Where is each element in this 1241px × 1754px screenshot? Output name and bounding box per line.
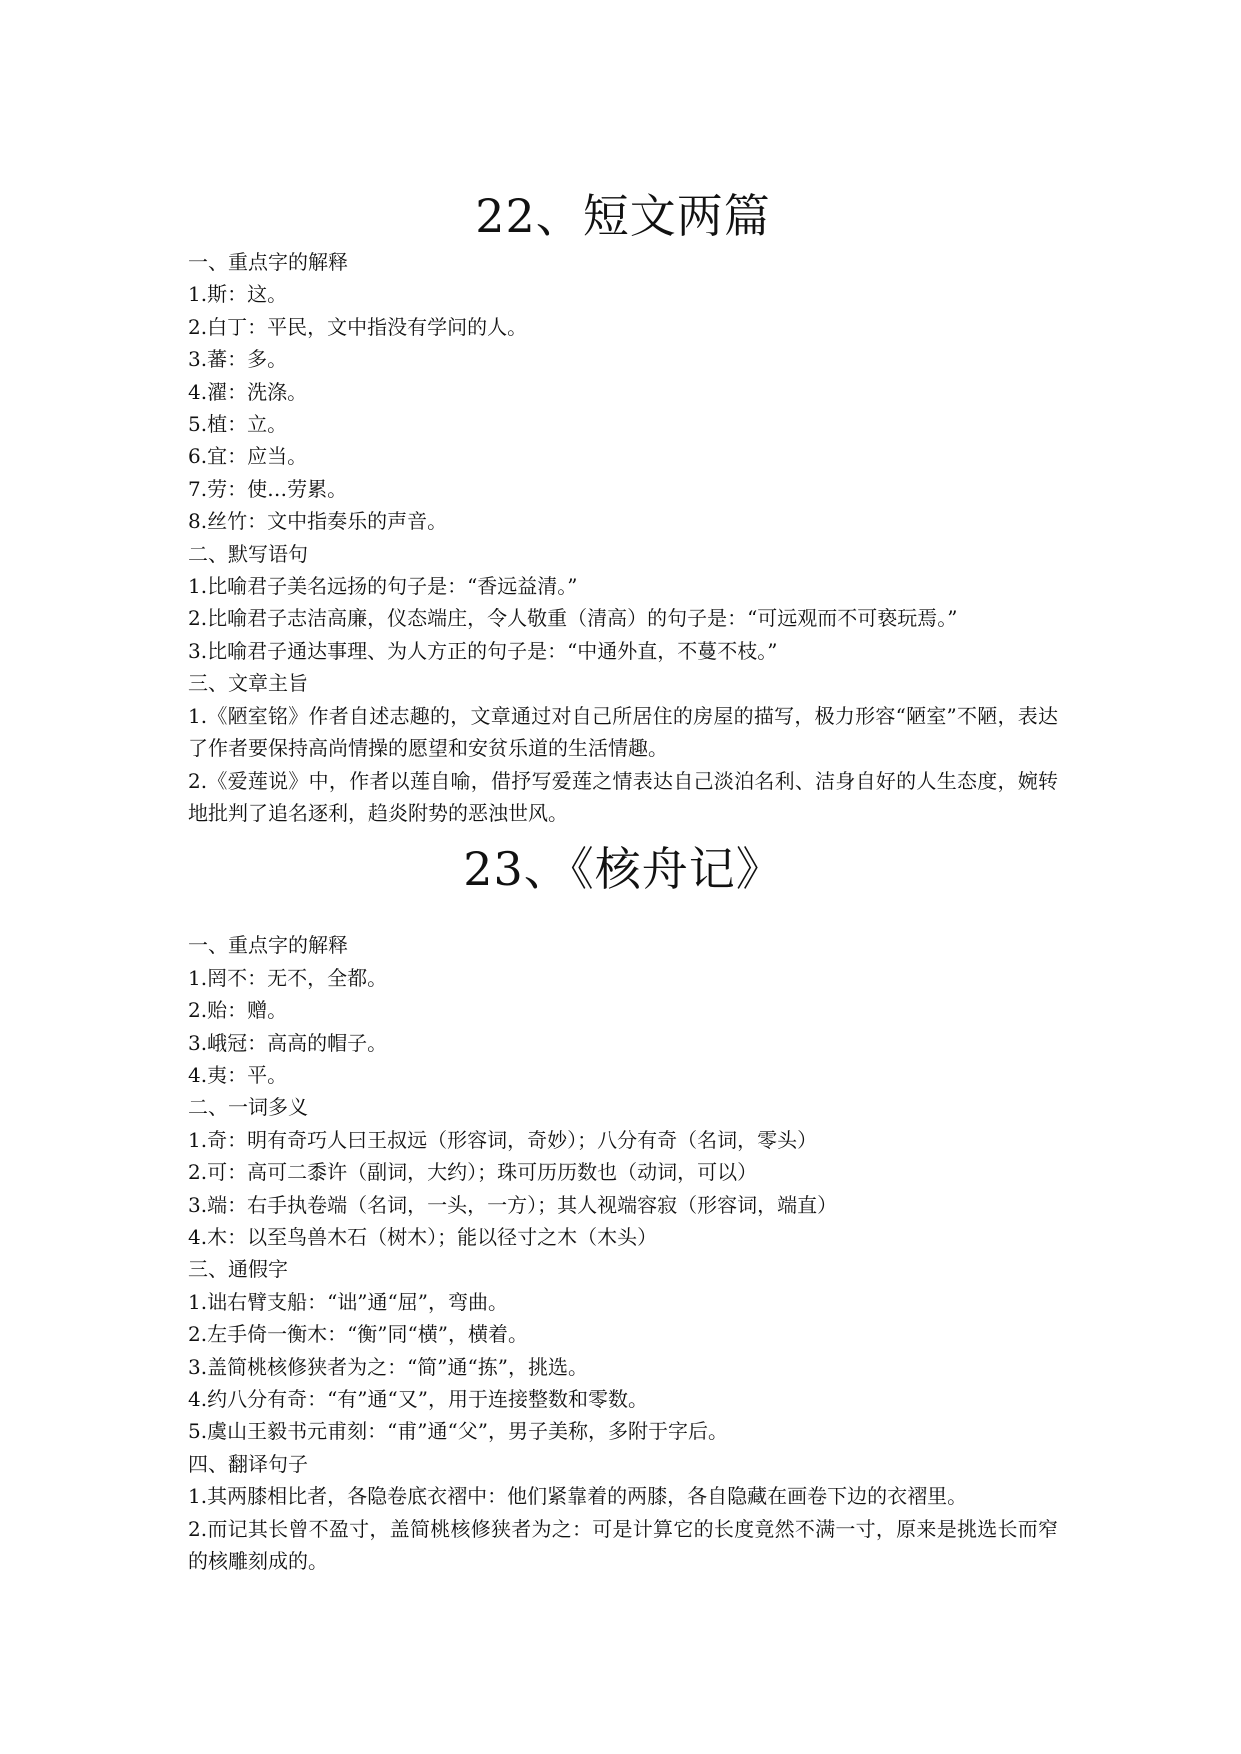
list-item: 1.《陋室铭》作者自述志趣的，文章通过对自己所居住的房屋的描写，极力形容“陋室”不陋，表达了作者要保持高尚情操的愿望和安贫乐道的生活情趣。 bbox=[188, 703, 1058, 761]
list-item: 8.丝竹：文中指奏乐的声音。 bbox=[188, 509, 448, 534]
list-item: 3.端：右手执卷端（名词，一头，一方）；其人视端容寂（形容词，端直） bbox=[188, 1192, 838, 1217]
list-item: 5.虞山王毅书元甫刻：“甫”通“父”，男子美称，多附于字后。 bbox=[188, 1419, 728, 1444]
list-item: 3.峨冠：高高的帽子。 bbox=[188, 1030, 388, 1055]
list-item: 4.濯：洗涤。 bbox=[188, 379, 308, 404]
article2-title: 23、《核舟记》 bbox=[463, 842, 783, 897]
article1-title: 22、短文两篇 bbox=[475, 189, 771, 243]
section-heading: 一、重点字的解释 bbox=[188, 933, 348, 958]
list-item: 6.宜：应当。 bbox=[188, 444, 308, 469]
list-item: 2.可：高可二黍许（副词，大约）；珠可历历数也（动词，可以） bbox=[188, 1160, 758, 1185]
list-item: 2.左手倚一衡木：“衡”同“横”，横着。 bbox=[188, 1322, 528, 1347]
list-item: 4.约八分有奇：“有”通“又”，用于连接整数和零数。 bbox=[188, 1387, 648, 1411]
list-item: 3.比喻君子通达事理、为人方正的句子是：“中通外直，不蔓不枝。” bbox=[188, 638, 778, 663]
list-item: 2.《爱莲说》中，作者以莲自喻，借抒写爱莲之情表达自己淡泊名利、洁身自好的人生态度，婉转地批判了追名逐利，趋炎附势的恶浊世风。 bbox=[188, 768, 1058, 825]
section-heading: 二、默写语句 bbox=[188, 541, 308, 566]
section-heading: 二、一词多义 bbox=[188, 1095, 308, 1120]
list-item: 5.植：立。 bbox=[188, 412, 288, 437]
list-item: 1.斯：这。 bbox=[188, 282, 288, 307]
list-item: 1.罔不：无不，全都。 bbox=[188, 965, 388, 990]
list-item: 3.蕃：多。 bbox=[188, 347, 288, 372]
list-item: 1.诎右臂支船：“诎”通“屈”，弯曲。 bbox=[188, 1289, 508, 1314]
list-item: 2.而记其长曾不盈寸，盖简桃核修狭者为之：可是计算它的长度竟然不满一寸，原来是挑选长而窄的核雕刻成的。 bbox=[188, 1516, 1058, 1574]
list-item: 2.贻：赠。 bbox=[188, 998, 288, 1023]
list-item: 4.木：以至鸟兽木石（树木）；能以径寸之木（木头） bbox=[188, 1224, 658, 1249]
list-item: 3.盖简桃核修狭者为之：“简”通“拣”，挑选。 bbox=[188, 1354, 588, 1379]
section-heading: 三、文章主旨 bbox=[188, 671, 308, 696]
list-item: 2.白丁：平民，文中指没有学问的人。 bbox=[188, 314, 528, 339]
list-item: 1.其两膝相比者，各隐卷底衣褶中：他们紧靠着的两膝，各自隐藏在画卷下边的衣褶里。 bbox=[188, 1484, 968, 1509]
list-item: 4.夷：平。 bbox=[188, 1062, 288, 1087]
document-content bbox=[188, 186, 1058, 1577]
list-item: 1.奇：明有奇巧人曰王叔远（形容词，奇妙）；八分有奇（名词，零头） bbox=[188, 1127, 818, 1152]
section-heading: 三、通假字 bbox=[188, 1257, 288, 1282]
section-heading: 一、重点字的解释 bbox=[188, 250, 348, 274]
list-item: 2.比喻君子志洁高廉，仪态端庄，令人敬重（清高）的句子是：“可远观而不可亵玩焉。” bbox=[188, 606, 958, 631]
list-item: 7.劳：使…劳累。 bbox=[188, 476, 348, 501]
section-heading: 四、翻译句子 bbox=[188, 1451, 308, 1476]
list-item: 1.比喻君子美名远扬的句子是：“香远益清。” bbox=[188, 574, 578, 599]
